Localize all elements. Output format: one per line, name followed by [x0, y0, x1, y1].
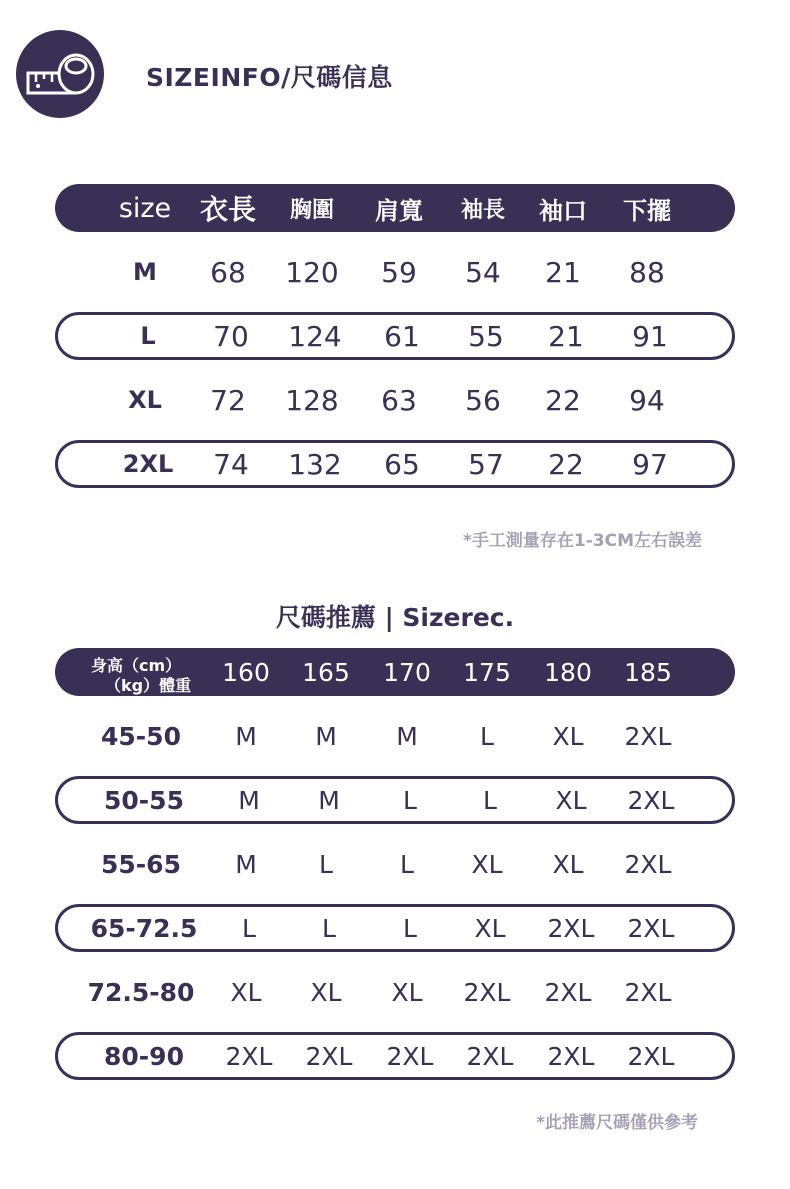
recommendation-note: *此推薦尺碼僅供參考	[536, 1113, 698, 1133]
size-cell: XL	[128, 386, 162, 414]
size-cell: XL	[471, 849, 503, 879]
size-cell: 2XL	[386, 1041, 434, 1071]
section-title-sizeinfo: SIZEINFO/尺碼信息	[146, 63, 393, 92]
column-header-cuff: 袖口	[539, 196, 587, 225]
value-cell: 65	[384, 447, 420, 481]
table-row	[55, 968, 735, 1016]
value-cell: 21	[545, 255, 581, 289]
recommendation-table-header	[55, 648, 735, 696]
value-cell: 72	[210, 383, 246, 417]
size-cell: 2XL	[122, 450, 174, 478]
table-row	[55, 840, 735, 888]
value-cell: 74	[213, 447, 249, 481]
weight-cell: 80-90	[104, 1041, 184, 1071]
value-cell: 88	[629, 255, 665, 289]
size-cell: 2XL	[547, 1041, 595, 1071]
size-cell: 2XL	[624, 849, 672, 879]
value-cell: 22	[548, 447, 584, 481]
value-cell: 21	[548, 319, 584, 353]
size-cell: 2XL	[544, 977, 592, 1007]
table-row	[55, 776, 735, 824]
size-cell: L	[319, 849, 333, 879]
value-cell: 120	[285, 255, 339, 289]
size-cell: M	[396, 721, 418, 751]
size-cell: L	[403, 913, 417, 943]
value-cell: 124	[288, 319, 342, 353]
size-cell: M	[315, 721, 337, 751]
size-cell: 2XL	[305, 1041, 353, 1071]
value-cell: 63	[381, 383, 417, 417]
size-cell: L	[322, 913, 336, 943]
height-header: 165	[302, 657, 350, 687]
size-cell: L	[480, 721, 494, 751]
size-cell: M	[235, 721, 257, 751]
value-cell: 59	[381, 255, 417, 289]
table-row	[55, 440, 735, 488]
table-row	[55, 376, 735, 424]
value-cell: 61	[384, 319, 420, 353]
size-cell: 2XL	[225, 1041, 273, 1071]
column-header-size: size	[118, 192, 172, 224]
column-header-hem: 下擺	[623, 196, 671, 225]
value-cell: 97	[632, 447, 668, 481]
size-cell: L	[400, 849, 414, 879]
value-cell: 56	[465, 383, 501, 417]
column-header-chest: 胸圍	[289, 197, 335, 223]
section-title-recommendation: 尺碼推薦 | Sizerec.	[275, 603, 515, 632]
size-cell: L	[140, 322, 156, 350]
size-cell: M	[133, 258, 157, 286]
table-row	[55, 312, 735, 360]
size-cell: 2XL	[627, 785, 675, 815]
size-cell: L	[403, 785, 417, 815]
height-axis-label: 身高（cm）	[91, 656, 182, 675]
size-cell: L	[483, 785, 497, 815]
size-cell: XL	[552, 721, 584, 751]
size-cell: XL	[391, 977, 423, 1007]
size-cell: 2XL	[466, 1041, 514, 1071]
weight-cell: 55-65	[101, 849, 181, 879]
size-cell: 2XL	[624, 977, 672, 1007]
table-row	[55, 904, 735, 952]
value-cell: 54	[465, 255, 501, 289]
value-cell: 132	[288, 447, 342, 481]
size-cell: 2XL	[624, 721, 672, 751]
value-cell: 70	[213, 319, 249, 353]
size-cell: 2XL	[547, 913, 595, 943]
height-header: 170	[383, 657, 431, 687]
weight-cell: 72.5-80	[87, 977, 195, 1007]
weight-axis-label: （kg）體重	[105, 676, 192, 695]
value-cell: 57	[468, 447, 504, 481]
column-header-shoulder: 肩寬	[375, 196, 423, 225]
size-cell: 2XL	[627, 913, 675, 943]
value-cell: 22	[545, 383, 581, 417]
size-cell: XL	[474, 913, 506, 943]
table-row	[55, 248, 735, 296]
weight-cell: 50-55	[104, 785, 184, 815]
measuring-tape-icon	[16, 30, 104, 118]
size-cell: L	[242, 913, 256, 943]
size-cell: M	[235, 849, 257, 879]
value-cell: 91	[632, 319, 668, 353]
size-cell: XL	[555, 785, 587, 815]
size-cell: XL	[230, 977, 262, 1007]
height-header: 180	[544, 657, 592, 687]
size-cell: 2XL	[463, 977, 511, 1007]
weight-cell: 45-50	[101, 721, 181, 751]
size-cell: XL	[552, 849, 584, 879]
weight-cell: 65-72.5	[90, 913, 198, 943]
measurement-note: *手工測量存在1-3CM左右誤差	[463, 531, 702, 551]
value-cell: 94	[629, 383, 665, 417]
value-cell: 55	[468, 319, 504, 353]
size-cell: XL	[310, 977, 342, 1007]
column-header-sleeve: 袖長	[460, 197, 506, 223]
value-cell: 128	[285, 383, 339, 417]
size-cell: M	[238, 785, 260, 815]
height-header: 160	[222, 657, 270, 687]
size-table-header	[55, 184, 735, 232]
height-header: 185	[624, 657, 672, 687]
column-header-length: 衣長	[199, 193, 257, 226]
size-cell: 2XL	[627, 1041, 675, 1071]
size-cell: M	[318, 785, 340, 815]
height-header: 175	[463, 657, 511, 687]
value-cell: 68	[210, 255, 246, 289]
table-row	[55, 1032, 735, 1080]
table-row	[55, 712, 735, 760]
